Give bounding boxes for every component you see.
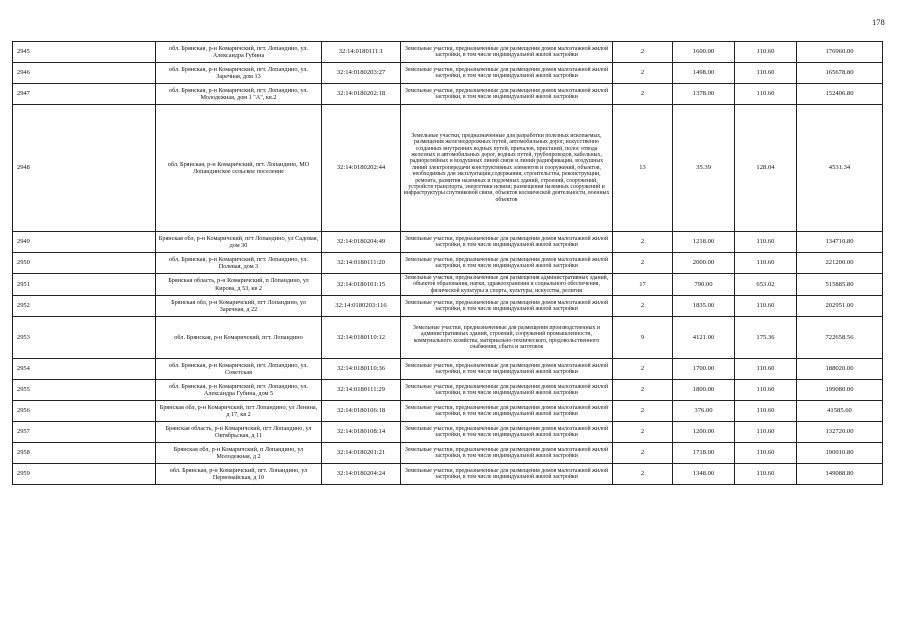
specific-value-cell: 4121.00 [673, 317, 735, 359]
cadastral-value-cell: 221200.00 [797, 253, 883, 274]
cadastral-number-cell: 32:14:0180111:1 [322, 42, 401, 63]
land-use-cell: Земельные участки, предназначенные для размещения домов малоэтажной жилой застройки, в том числе индивидуальной жилой застройки [401, 296, 613, 317]
cadastral-number-cell: 32:14:0180106:18 [322, 401, 401, 422]
cadastral-value-cell: 176960.00 [797, 42, 883, 63]
address-cell: Брянская обл, р-н Комаричский, пгт Лопандино, ул Садовая, дом 30 [156, 232, 322, 253]
table-row [13, 105, 883, 232]
table-row [13, 359, 883, 380]
table-row [13, 253, 883, 274]
group-cell: 2 [613, 232, 673, 253]
cadastral-value-cell: 4531.34 [797, 105, 883, 232]
land-use-cell: Земельные участки, предназначенные для размещения домов малоэтажной жилой застройки, в том числе индивидуальной жилой застройки [401, 84, 613, 105]
specific-value-cell: 1700.00 [673, 359, 735, 380]
coefficient-cell: 653.02 [735, 274, 797, 296]
group-cell: 2 [613, 63, 673, 84]
coefficient-cell: 110.60 [735, 380, 797, 401]
coefficient-cell: 128.04 [735, 105, 797, 232]
specific-value-cell: 790.00 [673, 274, 735, 296]
row-number: 2952 [13, 296, 156, 317]
address-cell: Брянская обл, р-н Комаричский, пгт Лопандино, ул Заречная, д 22 [156, 296, 322, 317]
coefficient-cell: 110.60 [735, 359, 797, 380]
address-cell: обл. Брянская, р-н Комаричский, пгт. Лопандино [156, 317, 322, 359]
coefficient-cell: 110.60 [735, 84, 797, 105]
cadastral-number-cell: 32:14:0180204:24 [322, 464, 401, 485]
coefficient-cell: 175.36 [735, 317, 797, 359]
coefficient-cell: 110.60 [735, 443, 797, 464]
cadastral-number-cell: 32:14:0180202:44 [322, 105, 401, 232]
coefficient-cell: 110.60 [735, 401, 797, 422]
cadastral-number-cell: 32:14:0180204:49 [322, 232, 401, 253]
table-row [13, 296, 883, 317]
land-use-cell: Земельные участки, предназначенные для размещения административных зданий, объектов образования, науки, здравоохранения и социального обеспечения, физической культуры и спорта, культуры, искусства, религии [401, 274, 613, 296]
cadastral-number-cell: 32:14:0180203:116 [322, 296, 401, 317]
cadastral-value-cell: 134710.80 [797, 232, 883, 253]
address-cell: обл. Брянская, р-н Комаричский, пгт. Лопандино, МО Лопандинское сельское поселение [156, 105, 322, 232]
cadastral-value-cell: 188020.00 [797, 359, 883, 380]
address-cell: обл. Брянская, р-н Комаричский, пгт. Лопандино, ул. Молодежная, дом 1 "А", кв.2 [156, 84, 322, 105]
row-number: 2956 [13, 401, 156, 422]
cadastral-value-cell: 722658.56 [797, 317, 883, 359]
row-number: 2947 [13, 84, 156, 105]
table-row [13, 401, 883, 422]
cadastral-number-cell: 32:14:0180110:36 [322, 359, 401, 380]
cadastral-number-cell: 32:14:0180201:21 [322, 443, 401, 464]
address-cell: Брянская обл, р-н Комаричский, пгт Лопандино, ул Ленина, д 17, кв 2 [156, 401, 322, 422]
cadastral-number-cell: 32:14:0180111:20 [322, 253, 401, 274]
cadastral-value-cell: 165678.80 [797, 63, 883, 84]
group-cell: 2 [613, 359, 673, 380]
cadastral-number-cell: 32:14:0180203:27 [322, 63, 401, 84]
group-cell: 9 [613, 317, 673, 359]
cadastral-value-cell: 202951.00 [797, 296, 883, 317]
coefficient-cell: 110.60 [735, 63, 797, 84]
row-number: 2945 [13, 42, 156, 63]
specific-value-cell: 1800.00 [673, 380, 735, 401]
address-cell: обл. Брянская, р-н Комаричский, пгт. Лопандино, ул. Советская [156, 359, 322, 380]
table-row [13, 443, 883, 464]
row-number: 2955 [13, 380, 156, 401]
land-use-cell: Земельные участки, предназначенные для размещения домов малоэтажной жилой застройки, в том числе индивидуальной жилой застройки [401, 253, 613, 274]
land-valuation-table [12, 41, 883, 485]
table-row [13, 232, 883, 253]
cadastral-value-cell: 132720.00 [797, 422, 883, 443]
group-cell: 2 [613, 380, 673, 401]
group-cell: 2 [613, 401, 673, 422]
cadastral-number-cell: 32:14:0180110:12 [322, 317, 401, 359]
land-use-cell: Земельные участки, предназначенные для размещения домов малоэтажной жилой застройки, в том числе индивидуальной жилой застройки [401, 63, 613, 84]
land-use-cell: Земельные участки, предназначенные для размещения домов малоэтажной жилой застройки, в том числе индивидуальной жилой застройки [401, 401, 613, 422]
specific-value-cell: 35.39 [673, 105, 735, 232]
row-number: 2951 [13, 274, 156, 296]
coefficient-cell: 110.60 [735, 253, 797, 274]
address-cell: обл. Брянская, р-н Комаричский, пгт. Лопандино, ул. Александра Губина [156, 42, 322, 63]
group-cell: 2 [613, 253, 673, 274]
coefficient-cell: 110.60 [735, 422, 797, 443]
cadastral-number-cell: 32:14:0180108:14 [322, 422, 401, 443]
address-cell: обл. Брянская, р-н Комаричский, пгт. Лопандино, ул. Заречная, дом 13 [156, 63, 322, 84]
address-cell: обл. Брянская, р-н Комаричский, пгт. Лопандино, ул. Александра Губина, дом 5 [156, 380, 322, 401]
cadastral-value-cell: 515885.80 [797, 274, 883, 296]
specific-value-cell: 1378.00 [673, 84, 735, 105]
land-use-cell: Земельные участки, предназначенные для размещения домов малоэтажной жилой застройки, в том числе индивидуальной жилой застройки [401, 359, 613, 380]
table-row [13, 317, 883, 359]
address-cell: Брянская область, р-н Комаричский, пгт Лопандино, ул Октябрьская, д 11 [156, 422, 322, 443]
group-cell: 17 [613, 274, 673, 296]
address-cell: Брянская обл, р-н Комаричский, п Лопандино, ул Молодежная, д 2 [156, 443, 322, 464]
address-cell: Брянская область, р-н Комаричский, п Лопандино, ул Кирова, д 53, кв 2 [156, 274, 322, 296]
cadastral-value-cell: 41585.60 [797, 401, 883, 422]
cadastral-value-cell: 199080.00 [797, 380, 883, 401]
row-number: 2948 [13, 105, 156, 232]
row-number: 2950 [13, 253, 156, 274]
specific-value-cell: 1835.00 [673, 296, 735, 317]
table-row [13, 464, 883, 485]
page-number: 178 [872, 17, 885, 27]
row-number: 2954 [13, 359, 156, 380]
cadastral-number-cell: 32:14:0180101:15 [322, 274, 401, 296]
row-number: 2946 [13, 63, 156, 84]
table-row [13, 274, 883, 296]
row-number: 2957 [13, 422, 156, 443]
land-use-cell: Земельные участки, предназначенные для размещения домов малоэтажной жилой застройки, в том числе индивидуальной жилой застройки [401, 443, 613, 464]
group-cell: 2 [613, 84, 673, 105]
coefficient-cell: 110.60 [735, 296, 797, 317]
coefficient-cell: 110.60 [735, 42, 797, 63]
specific-value-cell: 1200.00 [673, 422, 735, 443]
table-row [13, 380, 883, 401]
specific-value-cell: 1348.00 [673, 464, 735, 485]
specific-value-cell: 1218.00 [673, 232, 735, 253]
land-use-cell: Земельные участки, предназначенные для разработки полезных ископаемых, размещения железнодорожных путей, автомобильных дорог, искусственно созданных внутренних водных путей, причалов, пристаней, полос отвода железных и автомобильных дорог, водных путей, трубопроводов, кабельных, радиорелейных и воздушных линий связи и линий радиофикации, воздушных линий электропередачи конструктивных элементов и сооружений, объектов, необходимых для эксплуатации,содержания, строительства, реконструкции, ремонта, развития наземных и подземных зданий, строений, сооружений, устройств транспорта, энергетики исвязи; размещения наземных сооружений и инфраструктуры спутниковой связи, объектов космической деятельности, военных объектов [401, 105, 613, 232]
group-cell: 2 [613, 296, 673, 317]
row-number: 2958 [13, 443, 156, 464]
address-cell: обл. Брянская, р-н Комаричский, пгт. Лопандино, ул. Полевая, дом 3 [156, 253, 322, 274]
specific-value-cell: 2000.00 [673, 253, 735, 274]
land-use-cell: Земельные участки, предназначенные для размещения домов малоэтажной жилой застройки, в том числе индивидуальной жилой застройки [401, 422, 613, 443]
specific-value-cell: 376.00 [673, 401, 735, 422]
land-use-cell: Земельные участки, предназначенные для размещения домов малоэтажной жилой застройки, в том числе индивидуальной жилой застройки [401, 380, 613, 401]
group-cell: 13 [613, 105, 673, 232]
cadastral-value-cell: 152406.80 [797, 84, 883, 105]
row-number: 2959 [13, 464, 156, 485]
group-cell: 2 [613, 464, 673, 485]
cadastral-value-cell: 190010.80 [797, 443, 883, 464]
table-row [13, 422, 883, 443]
table-body [13, 42, 883, 485]
specific-value-cell: 1498.00 [673, 63, 735, 84]
specific-value-cell: 1718.00 [673, 443, 735, 464]
row-number: 2949 [13, 232, 156, 253]
row-number: 2953 [13, 317, 156, 359]
table-row [13, 63, 883, 84]
address-cell: обл. Брянская, р-н Комаричский, пгт. Лопандино, ул Первомайская, д 10 [156, 464, 322, 485]
cadastral-value-cell: 149088.80 [797, 464, 883, 485]
table-row [13, 42, 883, 63]
group-cell: 2 [613, 443, 673, 464]
table-row [13, 84, 883, 105]
land-use-cell: Земельные участки, предназначенные для размещения домов малоэтажной жилой застройки, в том числе индивидуальной жилой застройки [401, 464, 613, 485]
coefficient-cell: 110.60 [735, 232, 797, 253]
cadastral-number-cell: 32:14:0180202:18 [322, 84, 401, 105]
land-use-cell: Земельные участки, предназначенные для размещения домов малоэтажной жилой застройки, в том числе индивидуальной жилой застройки [401, 42, 613, 63]
specific-value-cell: 1600.00 [673, 42, 735, 63]
group-cell: 2 [613, 42, 673, 63]
group-cell: 2 [613, 422, 673, 443]
land-use-cell: Земельные участки, предназначенные для размещения домов малоэтажной жилой застройки, в том числе индивидуальной жилой застройки [401, 232, 613, 253]
land-use-cell: Земельные участки, предназначенные для размещения производственных и административных зданий, строений, сооружений промышленности, коммунального хозяйства, материально-технического, продовольственного снабжения, сбыта и заготовок [401, 317, 613, 359]
cadastral-number-cell: 32:14:0180111:29 [322, 380, 401, 401]
coefficient-cell: 110.60 [735, 464, 797, 485]
